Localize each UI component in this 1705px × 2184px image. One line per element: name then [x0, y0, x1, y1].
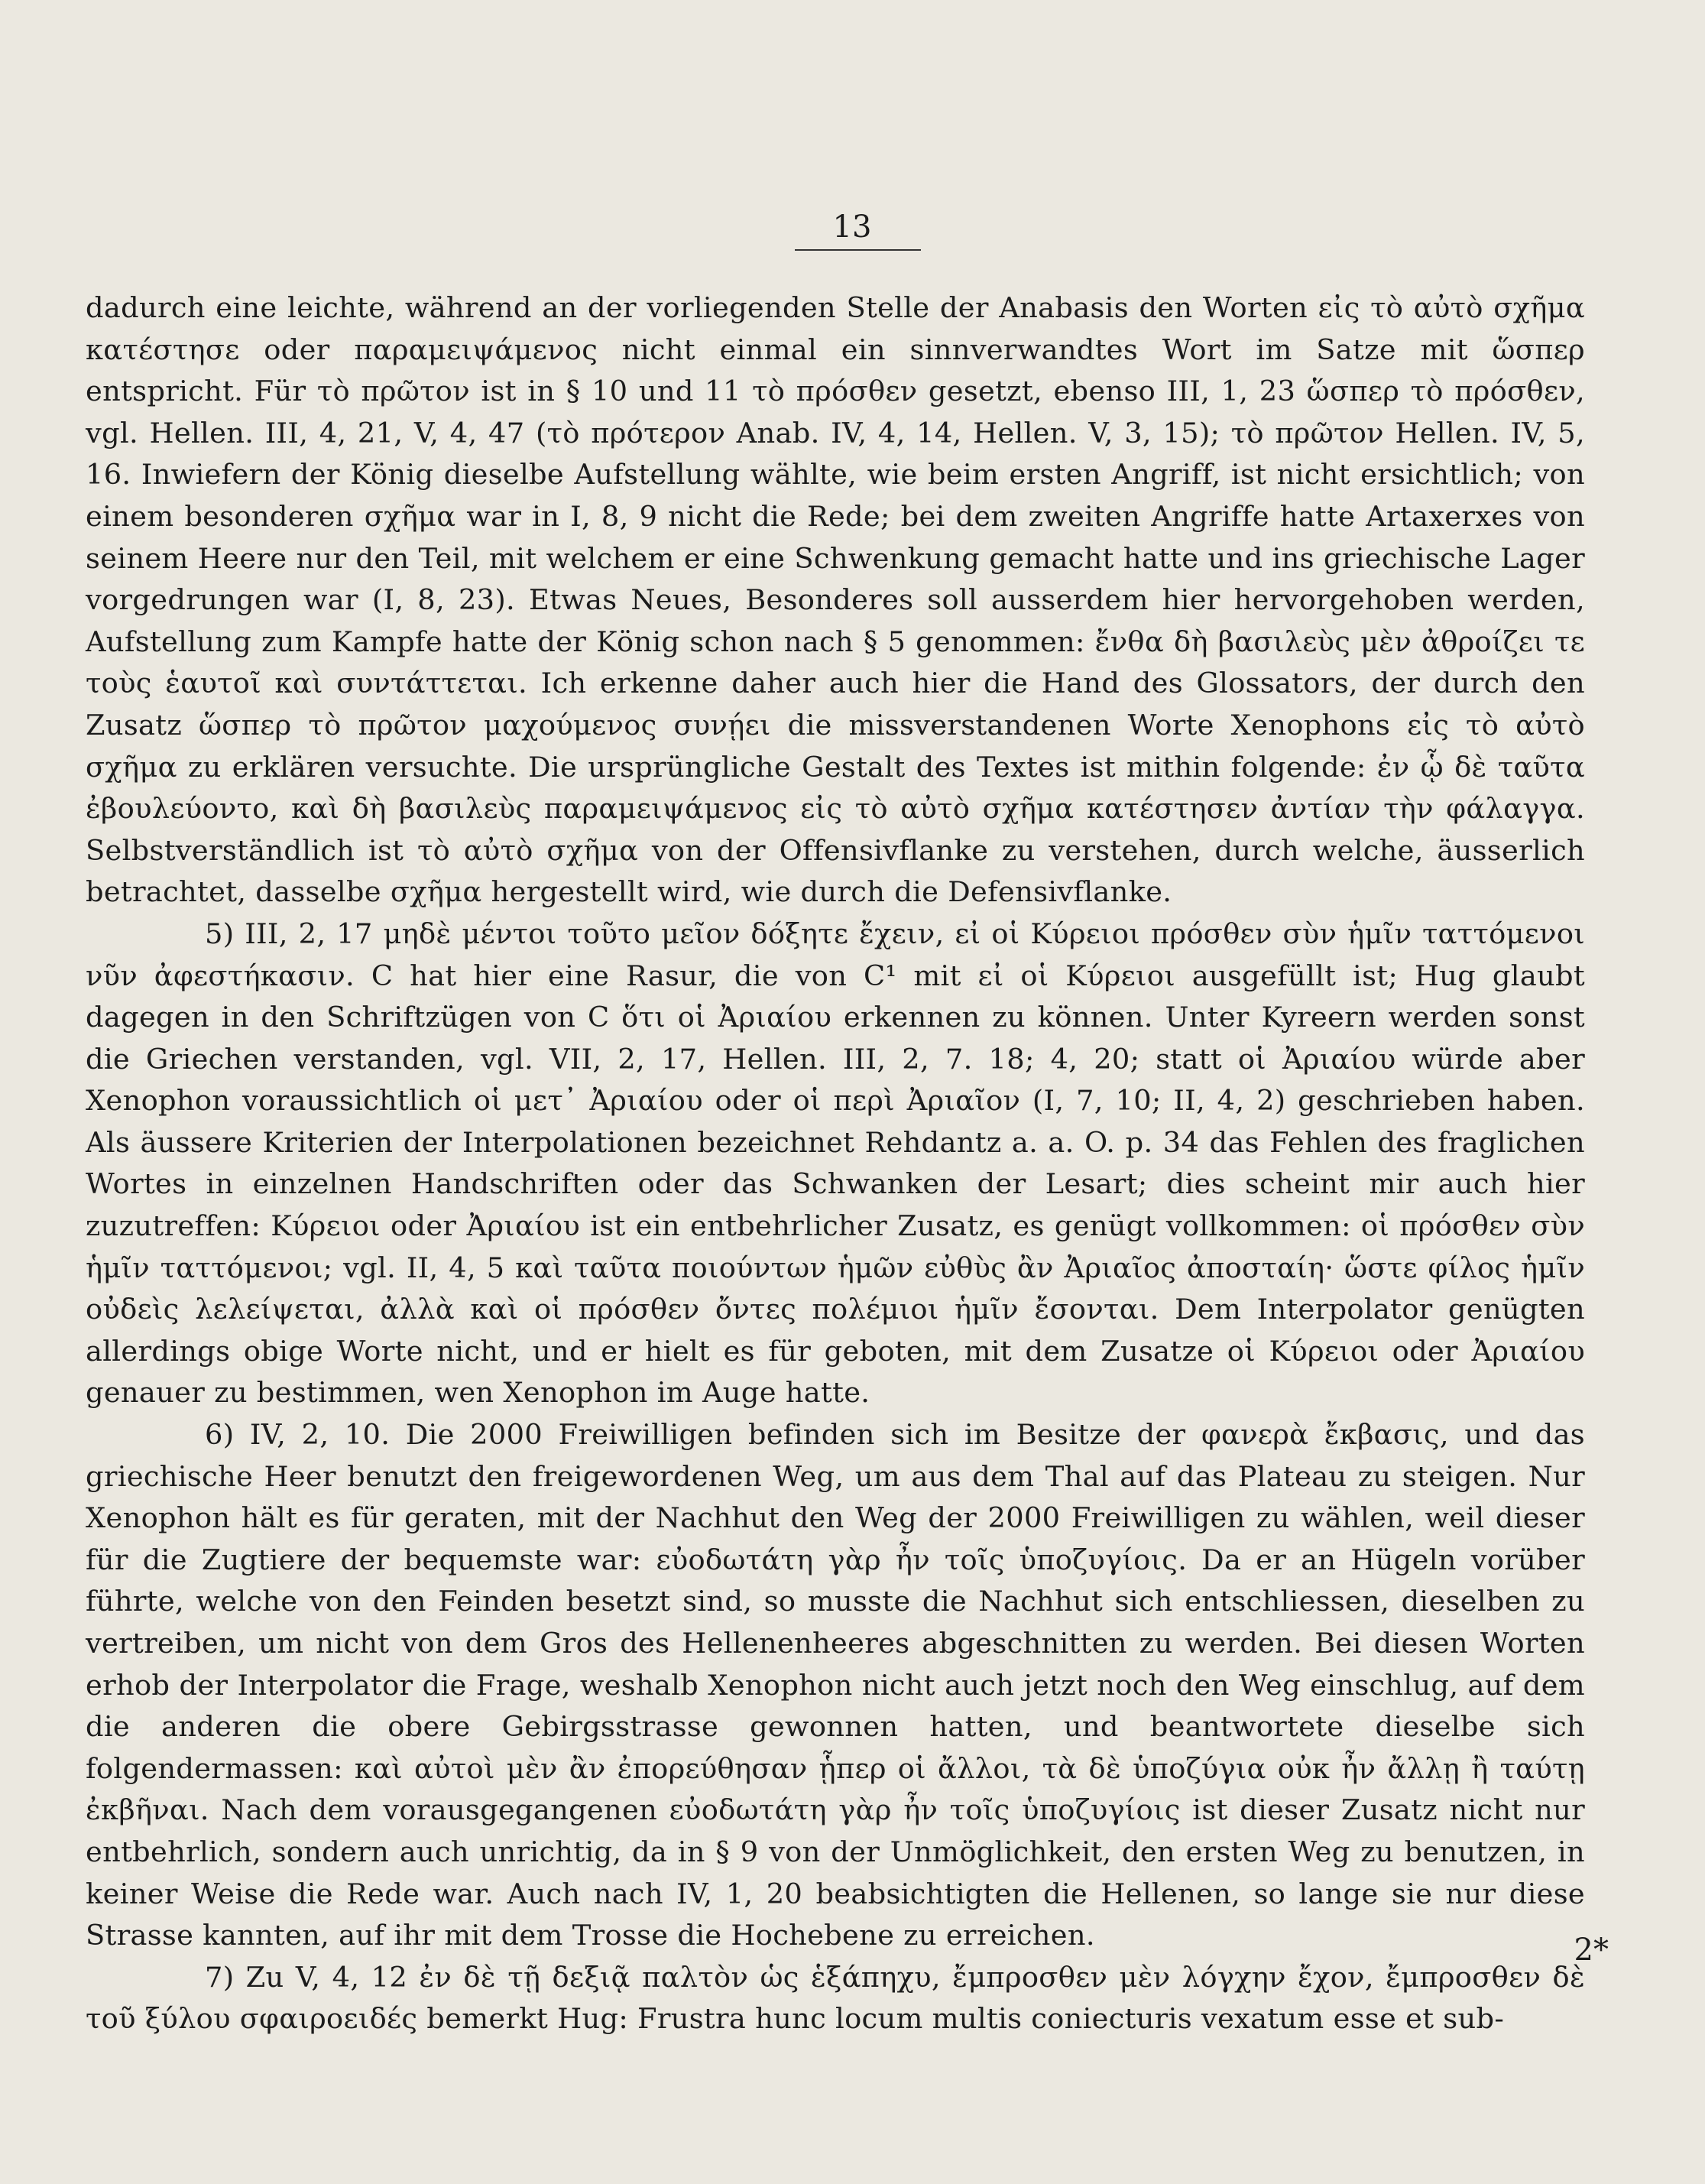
paragraph-5: 5) III, 2, 17 μηδὲ μέντοι τοῦτο μεῖον δόξητε ἔχειν, εἰ οἱ Κύρειοι πρόσθεν σὺν ἡμῖν ταττόμενοι νῦν ἀφεστήκασιν. C hat hier eine Rasur, die von C¹ mit εἰ οἱ Κύρειοι ausgefüllt ist; Hug glaubt dagegen in den Schriftzügen von C ὅτι οἱ Ἀριαίου erkennen zu können. Unter Kyreern werden sonst die Griechen verstanden, vgl. VII, 2, 17, Hellen. III, 2, 7. 18; 4, 20; statt οἱ Ἀριαίου würde aber Xenophon voraussichtlich οἱ μετ᾽ Ἀριαίου oder οἱ περὶ Ἀριαῖον (I, 7, 10; II, 4, 2) geschrieben haben. Als äussere Kriterien der Interpolationen bezeichnet Rehdantz a. a. O. p. 34 das Fehlen des fraglichen Wortes in einzelnen Handschriften oder das Schwanken der Lesart; dies scheint mir auch hier zuzutreffen: Κύρειοι oder Ἀριαίου ist ein entbehrlicher Zusatz, es genügt vollkommen: οἱ πρόσθεν σὺν ἡμῖν ταττόμενοι; vgl. II, 4, 5 καὶ ταῦτα ποιούντων ἡμῶν εὐθὺς ἂν Ἀριαῖος ἀποσταίη· ὥστε φίλος ἡμῖν οὐδεὶς λελείψεται, ἀλλὰ καὶ οἱ πρόσθεν ὄντες πολέμιοι ἡμῖν ἔσονται. Dem Interpolator genügten allerdings obige Worte nicht, und er hielt es für geboten, mit dem Zusatze οἱ Κύρειοι oder Ἀριαίου genauer zu bestimmen, wen Xenophon im Auge hatte.	[86, 917, 1585, 1410]
paragraph-7: 7) Zu V, 4, 12 ἐν δὲ τῇ δεξιᾷ παλτὸν ὡς ἑξάπηχυ, ἔμπροσθεν μὲν λόγχην ἔχον, ἔμπροσθεν δὲ τοῦ ξύλου σφαιροειδές bemerkt Hug: Frustra hunc locum multis coniecturis vexatum esse et sub-	[86, 1960, 1585, 2036]
body-text	[86, 287, 1585, 2040]
paragraph-6: 6) IV, 2, 10. Die 2000 Freiwilligen befinden sich im Besitze der φανερὰ ἔκβασις, und das griechische Heer benutzt den freigewordenen Weg, um aus dem Thal auf das Plateau zu steigen. Nur Xenophon hält es für geraten, mit der Nachhut den Weg der 2000 Freiwilligen zu wählen, weil dieser für die Zugtiere der bequemste war: εὐοδωτάτη γὰρ ἦν τοῖς ὑποζυγίοις. Da er an Hügeln vorüber führte, welche von den Feinden besetzt sind, so musste die Nachhut sich entschliessen, dieselben zu vertreiben, um nicht von dem Gros des Hellenenheeres abgeschnitten zu werden. Bei diesen Worten erhob der Interpolator die Frage, weshalb Xenophon nicht auch jetzt noch den Weg einschlug, auf dem die anderen die obere Gebirgsstrasse gewonnen hatten, und beantwortete dieselbe sich folgendermassen: καὶ αὐτοὶ μὲν ἂν ἐπορεύθησαν ᾗπερ οἱ ἄλλοι, τὰ δὲ ὑποζύγια οὐκ ἦν ἄλλῃ ἢ ταύτῃ ἐκβῆναι. Nach dem vorausgegangenen εὐοδωτάτη γὰρ ἦν τοῖς ὑποζυγίοις ist dieser Zusatz nicht nur entbehrlich, sondern auch unrichtig, da in § 9 von der Unmöglichkeit, den ersten Weg zu benutzen, in keiner Weise die Rede war. Auch nach IV, 1, 20 beabsichtigten die Hellenen, so lange sie nur diese Strasse kannten, auf ihr mit dem Trosse die Hochebene zu erreichen.	[86, 1418, 1585, 1952]
page-number: 13	[832, 209, 872, 245]
signature-mark: 2*	[1574, 1932, 1609, 1968]
paragraph-continuation: dadurch eine leichte, während an der vorliegenden Stelle der Anabasis den Worten εἰς τὸ αὐτὸ σχῆμα κατέστησε oder παραμειψάμενος nicht einmal ein sinnverwandtes Wort im Satze mit ὥσπερ entspricht. Für τὸ πρῶτον ist in § 10 und 11 τὸ πρόσθεν gesetzt, ebenso III, 1, 23 ὥσπερ τὸ πρόσθεν, vgl. Hellen. III, 4, 21, V, 4, 47 (τὸ πρότερον Anab. IV, 4, 14, Hellen. V, 3, 15); τὸ πρῶτον Hellen. IV, 5, 16. Inwiefern der König dieselbe Aufstellung wählte, wie beim ersten Angriff, ist nicht ersichtlich; von einem besonderen σχῆμα war in I, 8, 9 nicht die Rede; bei dem zweiten Angriffe hatte Artaxerxes von seinem Heere nur den Teil, mit welchem er eine Schwenkung gemacht hatte und ins griechische Lager vorgedrungen war (I, 8, 23). Etwas Neues, Besonderes soll ausserdem hier hervorgehoben werden, Aufstellung zum Kampfe hatte der König schon nach § 5 genommen: ἔνθα δὴ βασιλεὺς μὲν ἀθροίζει τε τοὺς ἑαυτοῖ καὶ συντάττεται. Ich erkenne daher auch hier die Hand des Glossators, der durch den Zusatz ὥσπερ τὸ πρῶτον μαχούμενος συνῄει die missverstandenen Worte Xenophons εἰς τὸ αὐτὸ σχῆμα zu erklären versuchte. Die ursprüngliche Gestalt des Textes ist mithin folgende: ἐν ᾧ δὲ ταῦτα ἐβουλεύοντο, καὶ δὴ βασιλεὺς παραμειψάμενος εἰς τὸ αὐτὸ σχῆμα κατέστησεν ἀντίαν τὴν φάλαγγα. Selbstverständlich ist τὸ αὐτὸ σχῆμα von der Offensivflanke zu verstehen, durch welche, äusserlich betrachtet, dasselbe σχῆμα hergestellt wird, wie durch die Defensivflanke.	[86, 291, 1585, 909]
page-number-rule	[795, 249, 921, 251]
